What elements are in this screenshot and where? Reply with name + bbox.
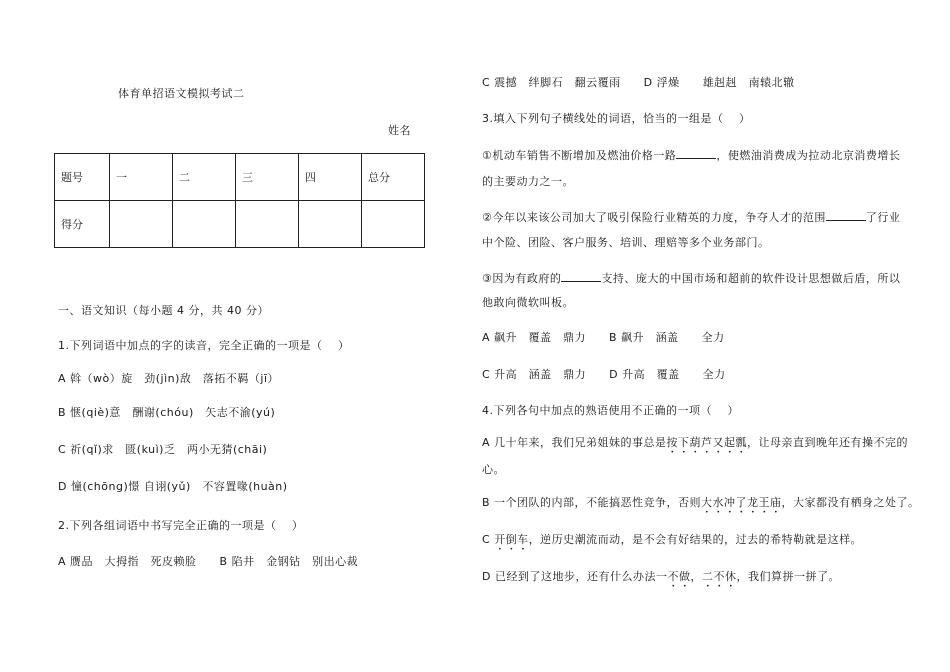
q4-b-text: ，大家都没有栖身之处了。 bbox=[781, 496, 920, 509]
score-table-header-cell: 四 bbox=[299, 154, 362, 201]
q3-stem: 3.填入下列句子横线处的词语，恰当的一组是（ ） bbox=[482, 112, 751, 125]
q2-stem: 2.下列各组词语中书写完全正确的一项是（ ） bbox=[58, 519, 304, 532]
score-table-score-row bbox=[55, 201, 425, 248]
q4-d-text: ，我们算拼一拼了。 bbox=[736, 570, 840, 583]
q3-sentence-3 bbox=[482, 270, 900, 286]
q3-sentence-1-cont: 的主要动力之一。 bbox=[482, 175, 574, 188]
q4-c-idiom: 开倒车 bbox=[494, 533, 529, 546]
q3-s3-blank[interactable] bbox=[561, 270, 601, 282]
score-cell[interactable] bbox=[236, 201, 299, 248]
score-table-row-label: 得分 bbox=[55, 201, 110, 248]
q4-option-a-cont: 心。 bbox=[482, 463, 505, 476]
q2-options-cd: C 震撼 绊脚石 翻云覆雨 D 浮燥 雄赳赳 南辕北辙 bbox=[482, 76, 795, 89]
q2-options-ab: A 赝品 大拇指 死皮赖脸 B 陷井 金钢钻 别出心裁 bbox=[58, 555, 359, 568]
q3-s2-blank[interactable] bbox=[826, 209, 866, 221]
q3-s1-text: ①机动车销售不断增加及燃油价格一路 bbox=[482, 149, 677, 162]
score-table-header-row bbox=[55, 154, 425, 201]
q3-sentence-2-cont: 中个险、团险、客户服务、培训、理赔等多个业务部门。 bbox=[482, 236, 770, 249]
q3-s2-text: 了行业 bbox=[865, 211, 901, 224]
q4-a-idiom: 按下葫芦又起瓢 bbox=[666, 436, 748, 449]
score-table-header-cell: 总分 bbox=[362, 154, 425, 201]
section1-heading: 一、语文知识（每小题 4 分，共 40 分） bbox=[58, 304, 269, 317]
score-cell[interactable] bbox=[110, 201, 173, 248]
q4-stem: 4.下列各句中加点的熟语使用不正确的一项（ ） bbox=[482, 404, 739, 417]
q4-b-text: B 一个团队的内部，不能搞恶性竞争，否则 bbox=[482, 496, 702, 509]
q3-s1-text: ，使燃油消费成为拉动北京消费增长 bbox=[716, 149, 901, 162]
q3-s3-text: 支持、庞大的中国市场和超前的软件设计思想做后盾，所以 bbox=[601, 272, 901, 285]
score-table bbox=[54, 153, 425, 248]
q3-options-ab: A 飙升 覆盖 鼎力 B 飙升 涵盖 全力 bbox=[482, 331, 725, 344]
score-table-header-cell: 二 bbox=[173, 154, 236, 201]
q3-options-cd: C 升高 涵盖 鼎力 D 升高 覆盖 全力 bbox=[482, 368, 726, 381]
score-table-header-cell: 题号 bbox=[55, 154, 110, 201]
q3-sentence-3-cont: 他敢向微软叫板。 bbox=[482, 296, 574, 309]
score-cell[interactable] bbox=[299, 201, 362, 248]
q4-a-text: A 几十年来，我们兄弟姐妹的事总是 bbox=[482, 436, 667, 449]
q1-stem: 1.下列词语中加点的字的读音，完全正确的一项是（ ） bbox=[58, 339, 350, 352]
exam-title: 体育单招语文模拟考试二 bbox=[118, 87, 245, 100]
q3-s2-text: ②今年以来该公司加大了吸引保险行业精英的力度，争夺人才的范围 bbox=[482, 211, 826, 224]
q3-s1-blank[interactable] bbox=[676, 147, 716, 159]
q4-a-text: ，让母亲直到晚年还有操不完的 bbox=[747, 436, 909, 449]
q4-d-idiom: 不做，二不休 bbox=[667, 570, 737, 583]
q4-option-c bbox=[482, 533, 862, 553]
q3-sentence-2 bbox=[482, 209, 900, 225]
q4-option-b bbox=[482, 496, 920, 516]
q1-option-d: D 憧(chōng)憬 自诩(yǔ) 不容置喙(huàn) bbox=[58, 480, 288, 493]
score-table-header-cell: 三 bbox=[236, 154, 299, 201]
q4-option-a bbox=[482, 436, 908, 456]
score-cell[interactable] bbox=[362, 201, 425, 248]
q4-option-d bbox=[482, 570, 840, 590]
q4-c-text: C bbox=[482, 533, 495, 546]
q4-d-text: D 已经到了这地步，还有什么办法一 bbox=[482, 570, 668, 583]
score-table-header-cell: 一 bbox=[110, 154, 173, 201]
name-label: 姓名 bbox=[388, 124, 411, 137]
q3-s3-text: ③因为有政府的 bbox=[482, 272, 562, 285]
q1-option-c: C 祈(qǐ)求 匮(kuì)乏 两小无猜(chāi) bbox=[58, 443, 268, 456]
q1-option-b: B 惬(qiè)意 酬谢(chóu) 矢志不渝(yú) bbox=[58, 406, 276, 419]
q4-b-idiom: 大水冲了龙王庙 bbox=[701, 496, 782, 509]
q1-option-a: A 斡（wò）旋 劲(jìn)敌 落拓不羁（jī） bbox=[58, 372, 280, 385]
q3-sentence-1 bbox=[482, 147, 900, 163]
score-cell[interactable] bbox=[173, 201, 236, 248]
q4-c-text: ，逆历史潮流而动，是不会有好结果的，过去的希特勒就是这样。 bbox=[528, 533, 863, 546]
